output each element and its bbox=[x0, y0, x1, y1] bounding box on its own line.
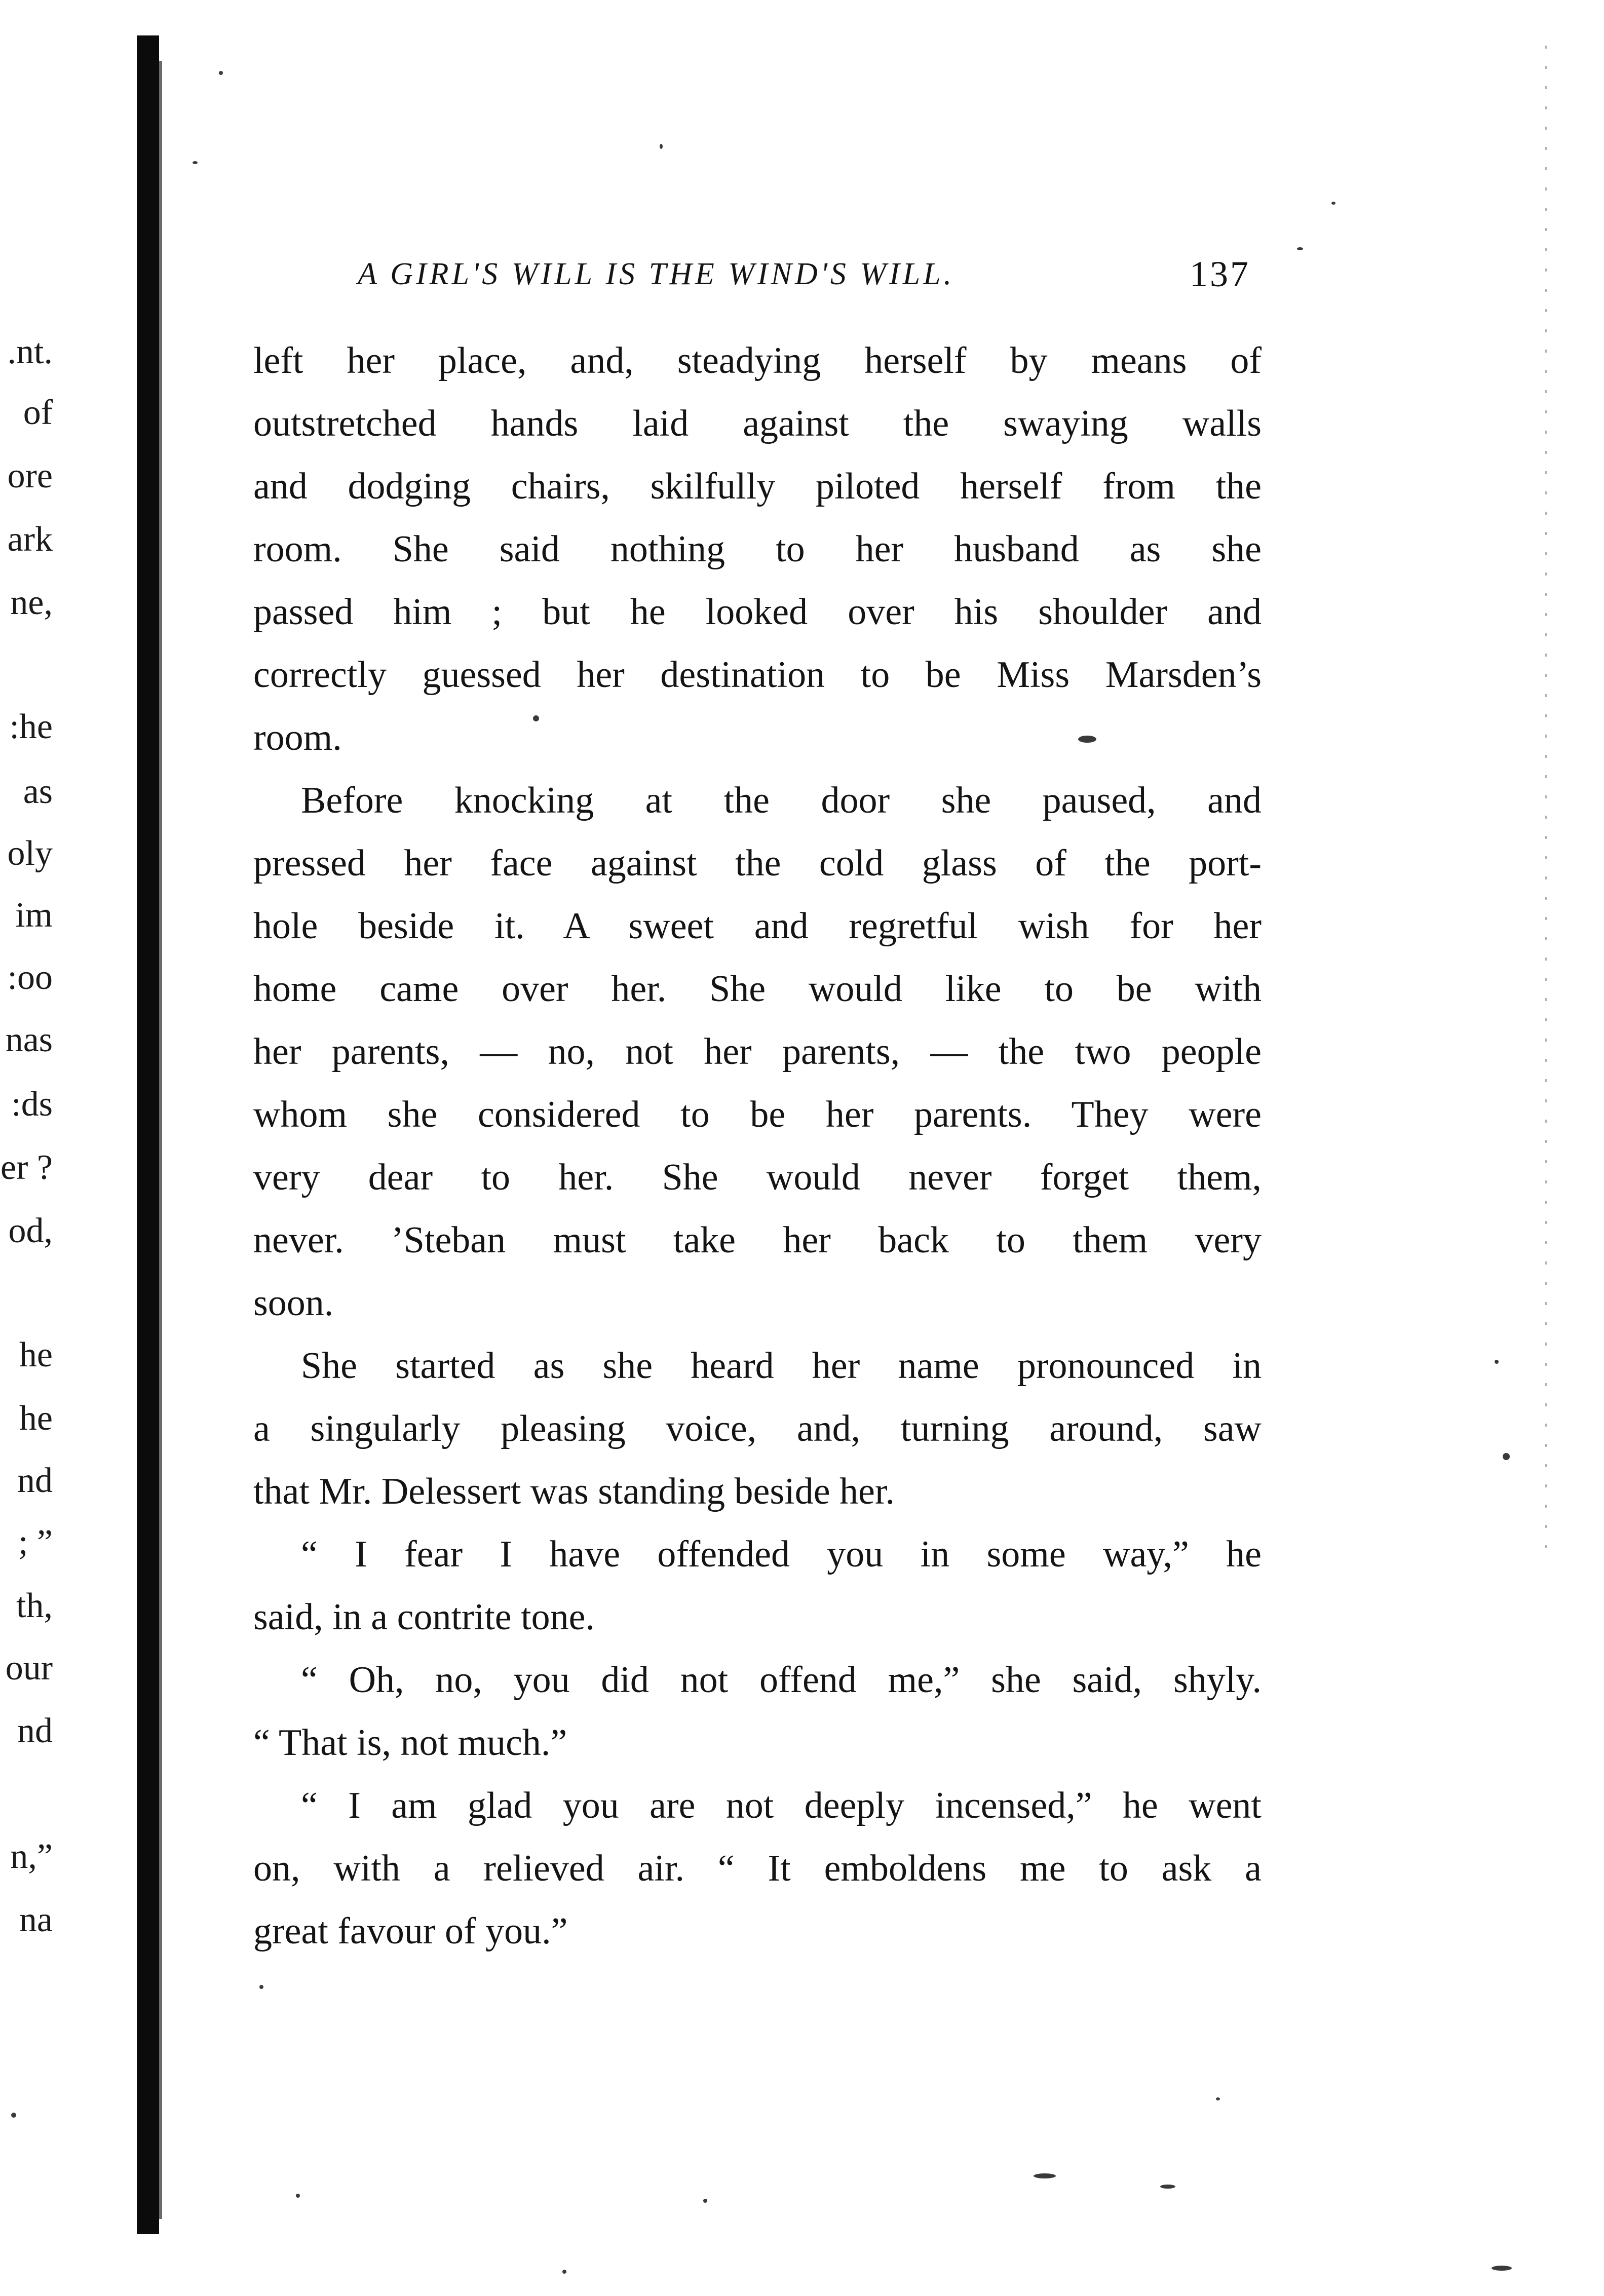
text-line: never. ’Steban must take her back to them very bbox=[253, 1219, 1262, 1261]
text-line: said, in a contrite tone. bbox=[253, 1596, 595, 1638]
scan-speck bbox=[533, 715, 539, 721]
facing-page-fragment: nd bbox=[17, 1461, 53, 1500]
facing-page-fragment: er ? bbox=[1, 1148, 53, 1187]
text-line: room. She said nothing to her husband as she bbox=[253, 528, 1262, 570]
text-line: left her place, and, steadying herself by means of bbox=[253, 340, 1262, 381]
text-line: “ I am glad you are not deeply incensed,” he went bbox=[301, 1785, 1262, 1826]
facing-page-fragment: as bbox=[23, 772, 53, 811]
book-spine-shadow bbox=[137, 35, 159, 2234]
facing-page-fragment: .nt. bbox=[7, 332, 53, 371]
text-line: her parents, — no, not her parents, — the two people bbox=[253, 1031, 1262, 1073]
scan-speck bbox=[1297, 247, 1303, 250]
scan-speck bbox=[1503, 1453, 1510, 1460]
facing-page-fragment: ne, bbox=[10, 583, 53, 622]
scan-speck bbox=[660, 144, 663, 149]
text-line: soon. bbox=[253, 1282, 334, 1324]
facing-page-fragments bbox=[0, 0, 133, 2296]
facing-page-fragment: n,” bbox=[10, 1837, 53, 1876]
text-line: whom she considered to be her parents. They were bbox=[253, 1094, 1262, 1135]
scan-speck bbox=[703, 2199, 707, 2203]
body-text bbox=[253, 329, 1262, 1963]
text-line: outstretched hands laid against the swaying walls bbox=[253, 403, 1262, 444]
text-line: “ That is, not much.” bbox=[253, 1722, 567, 1764]
text-line: pressed her face against the cold glass of the port- bbox=[253, 843, 1262, 884]
scan-speck bbox=[1034, 2173, 1056, 2178]
scan-speck bbox=[1331, 202, 1335, 205]
text-line: very dear to her. She would never forget them, bbox=[253, 1157, 1262, 1198]
text-line: home came over her. She would like to be with bbox=[253, 968, 1262, 1010]
scan-speck bbox=[1078, 736, 1096, 743]
text-line: hole beside it. A sweet and regretful wish for her bbox=[253, 905, 1262, 947]
facing-page-fragment: ark bbox=[7, 520, 53, 559]
text-line: Before knocking at the door she paused, and bbox=[301, 780, 1262, 821]
facing-page-fragment: :oo bbox=[7, 958, 53, 997]
running-header bbox=[0, 251, 1604, 297]
facing-page-fragment: :he bbox=[9, 707, 53, 746]
facing-page-fragment: of bbox=[23, 393, 53, 432]
text-line: that Mr. Delessert was standing beside her. bbox=[253, 1471, 895, 1512]
scan-speck bbox=[193, 161, 198, 164]
facing-page-fragment: our bbox=[5, 1649, 53, 1688]
text-line: a singularly pleasing voice, and, turning around, saw bbox=[253, 1408, 1262, 1449]
book-spine-edge bbox=[159, 61, 162, 2219]
text-line: “ I fear I have offended you in some way,” he bbox=[301, 1534, 1262, 1575]
text-line: great favour of you.” bbox=[253, 1910, 568, 1952]
text-line: correctly guessed her destination to be Miss Marsden’s bbox=[253, 654, 1262, 696]
scan-speck bbox=[296, 2194, 300, 2198]
text-line: and dodging chairs, skilfully piloted herself from the bbox=[253, 466, 1262, 507]
facing-page-fragment: th, bbox=[16, 1586, 53, 1625]
scan-speck bbox=[1216, 2097, 1220, 2100]
facing-page-fragment: nd bbox=[17, 1711, 53, 1750]
text-line: passed him ; but he looked over his shoulder and bbox=[253, 591, 1262, 633]
scan-speck bbox=[562, 2270, 566, 2274]
page-number: 137 bbox=[1190, 254, 1250, 294]
running-header-title: A GIRL'S WILL IS THE WIND'S WILL. bbox=[358, 257, 955, 291]
facing-page-fragment: od, bbox=[8, 1211, 53, 1250]
scan-speck bbox=[1492, 2266, 1512, 2271]
scan-speck bbox=[11, 2113, 16, 2118]
text-line: She started as she heard her name pronounced in bbox=[301, 1345, 1262, 1387]
facing-page-fragment: he bbox=[19, 1335, 53, 1374]
facing-page-fragment: ore bbox=[7, 456, 53, 495]
facing-page-fragment: na bbox=[19, 1900, 53, 1939]
facing-page-fragment: :ds bbox=[11, 1085, 53, 1124]
text-line: “ Oh, no, you did not offend me,” she said, shyly. bbox=[301, 1659, 1262, 1701]
facing-page-fragment: he bbox=[19, 1399, 53, 1438]
facing-page-fragment: ; ” bbox=[18, 1523, 53, 1562]
scan-speck bbox=[259, 1985, 263, 1989]
scan-speck bbox=[1160, 2185, 1175, 2189]
facing-page-fragment: im bbox=[15, 896, 53, 935]
text-line: room. bbox=[253, 717, 342, 758]
scan-speck bbox=[1495, 1360, 1499, 1364]
facing-page-fragment: oly bbox=[7, 834, 53, 873]
text-line: on, with a relieved air. “ It emboldens me to ask a bbox=[253, 1848, 1262, 1889]
facing-page-fragment: nas bbox=[5, 1020, 53, 1059]
scan-speck bbox=[219, 71, 223, 75]
